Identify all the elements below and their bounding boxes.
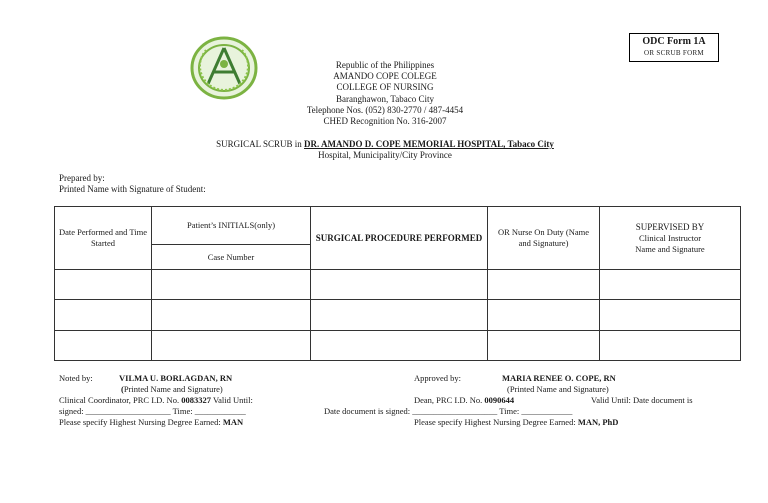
header-college: AMANDO COPE COLEGE xyxy=(333,71,437,81)
printed-name-label: Printed Name with Signature of Student: xyxy=(59,184,206,194)
cell-supervised[interactable] xyxy=(600,331,741,361)
approved-role-prefix: Dean, PRC I.D. No. xyxy=(414,395,483,405)
approved-name xyxy=(502,373,616,384)
header-republic: Republic of the Philippines xyxy=(335,60,435,70)
cell-procedure[interactable] xyxy=(311,300,488,331)
approved-degree xyxy=(414,417,618,428)
supervised-sign: Name and Signature xyxy=(635,243,705,254)
approved-printed: (Printed Name and Signature) xyxy=(507,384,609,394)
noted-printed xyxy=(121,384,223,395)
col-case-header: Case Number xyxy=(152,245,311,270)
cell-date[interactable] xyxy=(55,270,152,300)
approved-role xyxy=(414,395,514,406)
col-supervised-header xyxy=(600,207,741,270)
cell-initials[interactable] xyxy=(152,270,311,300)
scrub-prefix: SURGICAL SCRUB in xyxy=(216,139,302,149)
scrub-table xyxy=(54,206,741,361)
supervised-title: SUPERVISED BY xyxy=(635,221,705,232)
form-id-box xyxy=(629,33,719,62)
header-ched: CHED Recognition No. 316-2007 xyxy=(323,116,447,126)
cell-initials[interactable] xyxy=(152,300,311,331)
noted-paren: ( xyxy=(121,384,124,394)
approved-degree-value: MAN, PhD xyxy=(577,417,619,427)
noted-label: Noted by: xyxy=(59,373,93,383)
col-nurse-header: OR Nurse On Duty (Name and Signature) xyxy=(488,207,600,270)
noted-role-prefix: Clinical Coordinator, PRC I.D. No. xyxy=(59,395,180,405)
scrub-hospital: DR. AMANDO D. COPE MEMORIAL HOSPITAL, Tabaco City xyxy=(304,139,554,149)
header-telephone: Telephone Nos. (052) 830-2770 / 487-4454 xyxy=(306,105,464,115)
cell-date[interactable] xyxy=(55,300,152,331)
approved-name-text: MARIA RENEE O. COPE, RN xyxy=(502,373,616,383)
noted-role xyxy=(59,395,253,406)
cell-supervised[interactable] xyxy=(600,300,741,331)
cell-procedure[interactable] xyxy=(311,270,488,300)
table-row xyxy=(55,270,741,300)
scrub-caption: Hospital, Municipality/City Province xyxy=(318,150,452,160)
noted-signed: signed: ____________________ Time: ____________ xyxy=(59,406,246,416)
noted-degree-prefix: Please specify Highest Nursing Degree Earned: xyxy=(59,417,221,427)
cell-nurse[interactable] xyxy=(488,331,600,361)
approved-label: Approved by: xyxy=(414,373,461,383)
prepared-by-label: Prepared by: xyxy=(59,173,105,183)
noted-prc: 0083327 xyxy=(181,395,211,405)
noted-printed-rest: Printed Name and Signature) xyxy=(123,384,223,394)
noted-name-text: VILMA U. BORLAGDAN, RN xyxy=(119,373,233,383)
col-date-header: Date Performed and Time Started xyxy=(55,207,152,270)
approved-prc: 0090644 xyxy=(484,395,515,405)
college-seal-icon xyxy=(190,36,260,100)
cell-initials[interactable] xyxy=(152,331,311,361)
noted-degree xyxy=(59,417,243,428)
table-row xyxy=(55,300,741,331)
col-initials-header: Patient’s INITIALS(only) xyxy=(152,207,311,245)
approved-signed: Date document is signed: ____________________ Time: ____________ xyxy=(324,406,573,416)
cell-supervised[interactable] xyxy=(600,270,741,300)
cell-nurse[interactable] xyxy=(488,300,600,331)
noted-name xyxy=(119,373,232,384)
noted-degree-value: MAN xyxy=(222,417,244,427)
form-id-title: ODC Form 1A xyxy=(642,36,706,47)
header-address: Baranghawon, Tabaco City xyxy=(336,94,434,104)
header-department: COLLEGE OF NURSING xyxy=(336,82,434,92)
cell-date[interactable] xyxy=(55,331,152,361)
col-procedure-header: SURGICAL PROCEDURE PERFORMED xyxy=(311,207,488,270)
table-row xyxy=(55,331,741,361)
noted-valid: Valid Until: xyxy=(212,395,253,405)
cell-procedure[interactable] xyxy=(311,331,488,361)
scrub-line xyxy=(150,139,620,150)
approved-degree-prefix: Please specify Highest Nursing Degree Earned: xyxy=(414,417,576,427)
cell-nurse[interactable] xyxy=(488,270,600,300)
form-id-subtitle: OR SCRUB FORM xyxy=(644,49,704,57)
approved-valid: Valid Until: Date document is xyxy=(591,395,693,405)
supervised-role: Clinical Instructor xyxy=(638,232,702,243)
